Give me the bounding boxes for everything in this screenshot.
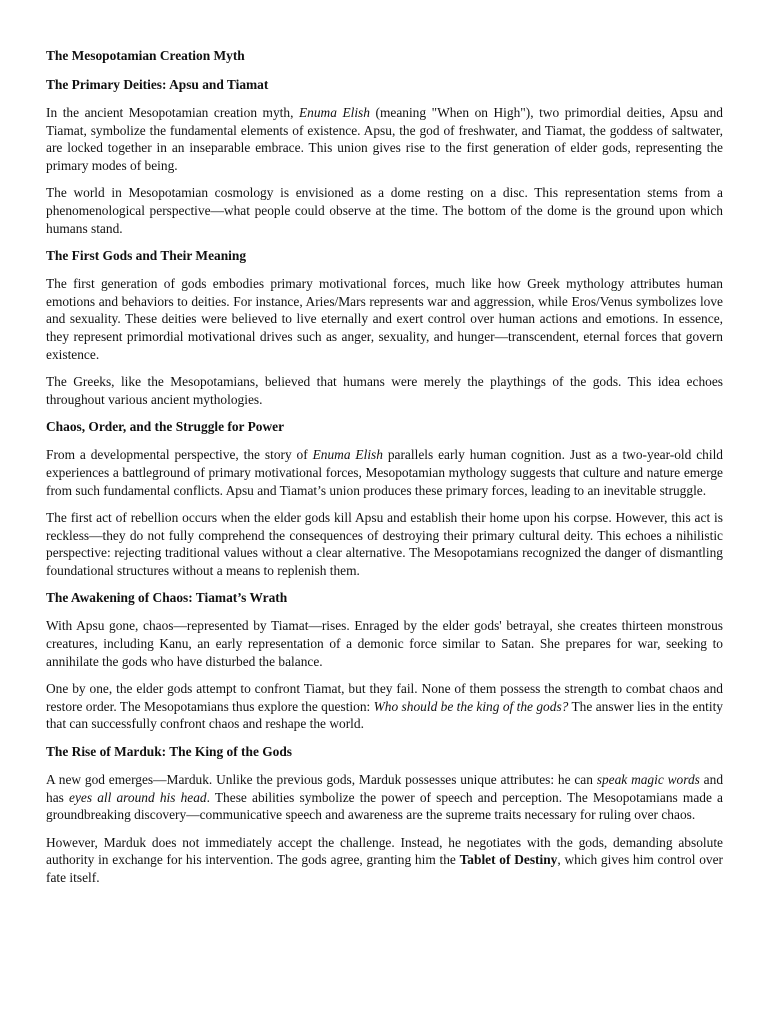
- section-heading: The Awakening of Chaos: Tiamat’s Wrath: [46, 590, 288, 606]
- text-run: The first act of rebellion occurs when the elder gods kill Apsu and establish their home upon his corpse. However, this act is reckless—they do not fully comprehend the consequences of destroying their primary cultural deity. This echoes a nihilistic perspective: rejecting traditional values without a clear alternative. The Mesopotamians recognized the danger of dismantling foundational structures without a means to replenish them.: [46, 510, 723, 578]
- text-run: From a developmental perspective, the story of: [46, 447, 313, 463]
- body-paragraph: [46, 184, 723, 237]
- body-paragraph: [46, 446, 723, 499]
- body-paragraph: [46, 680, 723, 733]
- document-body: [46, 76, 723, 887]
- text-run: parallels early human cognition. Just as a two-year-old child experiences a battleground of primary motivational forces, Mesopotamian mythology suggests that culture and nature emerge from such fundamental conflicts. Apsu and Tiamat’s union produces these primary forces, leading to an inevitable struggle.: [46, 447, 723, 498]
- body-paragraph: [46, 275, 723, 363]
- document-title: The Mesopotamian Creation Myth: [46, 48, 245, 63]
- text-run: The Greeks, like the Mesopotamians, believed that humans were merely the playthings of the gods. This idea echoes throughout various ancient mythologies.: [46, 374, 723, 407]
- italic-text: speak magic words: [596, 772, 700, 788]
- body-paragraph: [46, 617, 723, 670]
- text-run: (meaning "When on High"), two primordial deities, Apsu and Tiamat, symbolize the fundamental elements of existence. Apsu, the god of freshwater, and Tiamat, the goddess of saltwater, are locked together in an inseparable embrace. This union gives rise to the first generation of elder gods, representing the primary modes of being.: [46, 105, 723, 173]
- text-run: , which gives him control over fate itself.: [46, 852, 723, 885]
- text-run: The first generation of gods embodies primary motivational forces, much like how Greek mythology attributes human emotions and behaviors to deities. For instance, Aries/Mars represents war and aggression, while Eros/Venus symbolizes love and sexuality. These deities were believed to live eternally and exert control over human actions and emotions. In essence, they represent primordial motivational drives such as anger, sexuality, and hunger—transcendent, eternal forces that govern existence.: [46, 276, 723, 362]
- text-run: However, Marduk does not immediately accept the challenge. Instead, he negotiates with the gods, demanding absolute authority in exchange for his intervention. The gods agree, granting him the: [46, 834, 723, 868]
- section: [46, 418, 723, 579]
- italic-text: eyes all around his head: [69, 789, 207, 805]
- text-run: . These abilities symbolize the power of speech and perception. The Mesopotamians made a groundbreaking discovery—communicative speech and awareness are the supreme traits necessary for ruling over chaos.: [46, 789, 723, 823]
- section: [46, 589, 723, 733]
- section-heading: The First Gods and Their Meaning: [46, 248, 247, 264]
- italic-text: Enuma Elish: [312, 447, 383, 463]
- text-run: The world in Mesopotamian cosmology is envisioned as a dome resting on a disc. This representation stems from a phenomenological perspective—what people could observe at the time. The bottom of the dome is the ground upon which humans stand.: [46, 185, 723, 236]
- bold-text: Tablet of Destiny: [459, 852, 558, 868]
- section-heading: The Primary Deities: Apsu and Tiamat: [46, 77, 269, 92]
- body-paragraph: [46, 771, 723, 824]
- section-heading: Chaos, Order, and the Struggle for Power: [46, 419, 285, 435]
- text-run: A new god emerges—Marduk. Unlike the previous gods, Marduk possesses unique attributes: he can: [46, 772, 597, 788]
- body-paragraph: [46, 373, 723, 408]
- text-run: The answer lies in the entity that can successfully confront chaos and reshape the world.: [46, 698, 723, 732]
- italic-text: Enuma Elish: [298, 105, 370, 120]
- body-paragraph: [46, 509, 723, 579]
- section: [46, 743, 723, 887]
- text-run: and has: [46, 772, 724, 805]
- text-run: In the ancient Mesopotamian creation myth,: [46, 105, 299, 120]
- body-paragraph: [46, 104, 723, 174]
- italic-text: Who should be the king of the gods?: [373, 698, 569, 714]
- text-run: With Apsu gone, chaos—represented by Tiamat—rises. Enraged by the elder gods' betrayal, she creates thirteen monstrous creatures, including Kanu, an early representation of a demonic force similar to Satan. She prepares for war, seeking to annihilate the gods who have disturbed the balance.: [46, 618, 723, 669]
- text-run: One by one, the elder gods attempt to confront Tiamat, but they fail. None of them possess the strength to combat chaos and restore order. The Mesopotamians thus explore the question:: [46, 681, 723, 714]
- section: [46, 76, 723, 237]
- body-paragraph: [46, 834, 723, 887]
- section-heading: The Rise of Marduk: The King of the Gods: [46, 744, 293, 760]
- section: [46, 247, 723, 408]
